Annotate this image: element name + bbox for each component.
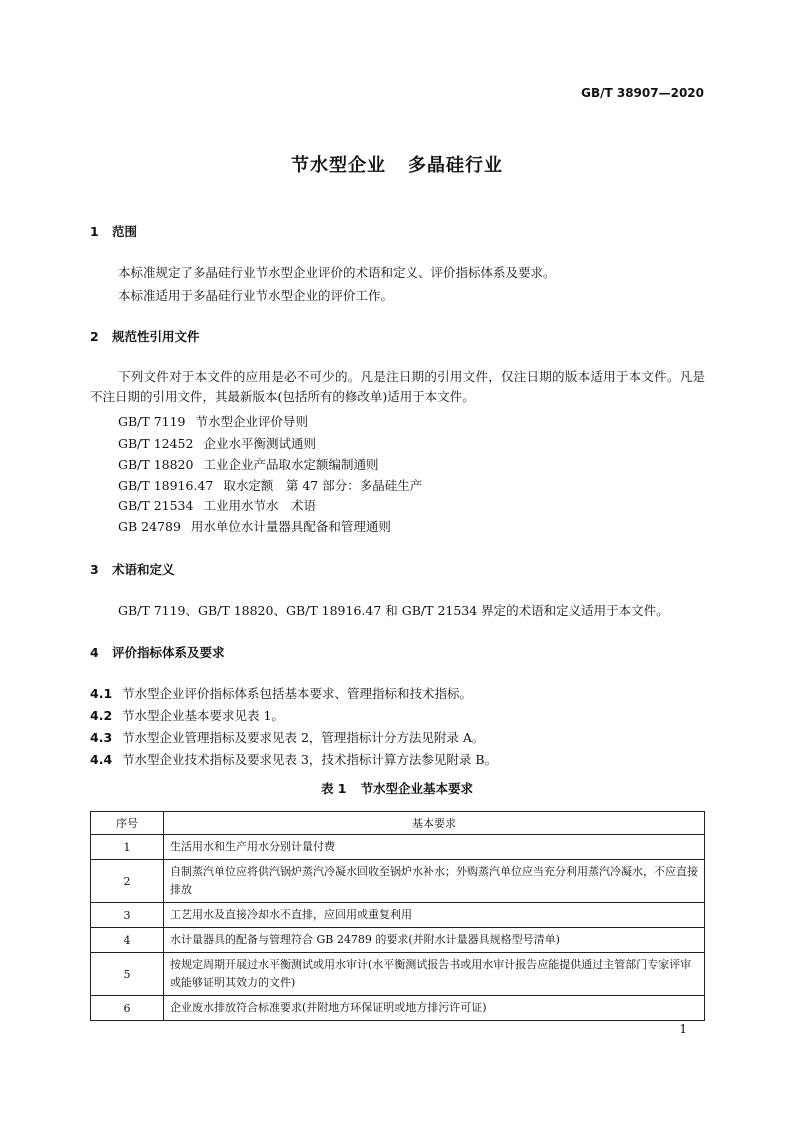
row-requirement: 按规定周期开展过水平衡测试或用水审计(水平衡测试报告书或用水审计报告应能提供通过主管部门专家评审或能够证明其效力的文件) bbox=[164, 953, 705, 996]
row-number: 3 bbox=[91, 903, 164, 928]
section-number: 3 bbox=[90, 562, 99, 577]
reference-code: GB/T 12452 bbox=[118, 436, 194, 451]
clause-number: 4.3 bbox=[90, 730, 113, 745]
section-4-heading bbox=[90, 643, 225, 661]
section-number: 4 bbox=[90, 645, 99, 660]
basic-requirements-table bbox=[90, 811, 705, 1021]
reference-title: 节水型企业评价导则 bbox=[195, 414, 309, 429]
reference-item bbox=[118, 517, 391, 535]
table-row bbox=[91, 835, 705, 860]
clause-4-2 bbox=[90, 706, 284, 724]
section-3-heading bbox=[90, 560, 175, 578]
row-requirement: 自制蒸汽单位应将供汽锅炉蒸汽冷凝水回收至锅炉水补水；外购蒸汽单位应当充分利用蒸汽冷凝水，不应直接排放 bbox=[164, 860, 705, 903]
reference-code: GB/T 18820 bbox=[118, 457, 194, 472]
header-serial: 序号 bbox=[91, 812, 164, 835]
row-requirement: 企业废水排放符合标准要求(并附地方环保证明或地方排污许可证) bbox=[164, 996, 705, 1021]
table-row bbox=[91, 953, 705, 996]
table-header-row bbox=[91, 812, 705, 835]
row-requirement: 水计量器具的配备与管理符合 GB 24789 的要求(并附水计量器具规格型号清单) bbox=[164, 928, 705, 953]
reference-title: 用水单位水计量器具配备和管理通则 bbox=[190, 519, 391, 534]
title-part-1: 节水型企业 bbox=[291, 155, 386, 176]
reference-code: GB/T 18916.47 bbox=[118, 478, 214, 493]
standard-number: GB/T 38907—2020 bbox=[581, 86, 704, 100]
clause-4-4 bbox=[90, 750, 497, 768]
section-1-heading bbox=[90, 222, 137, 240]
table-row bbox=[91, 903, 705, 928]
reference-item bbox=[118, 434, 316, 452]
reference-title: 工业企业产品取水定额编制通则 bbox=[203, 457, 379, 472]
row-number: 1 bbox=[91, 835, 164, 860]
clause-number: 4.2 bbox=[90, 708, 113, 723]
table-row bbox=[91, 860, 705, 903]
table-caption-number: 表 1 bbox=[320, 781, 347, 796]
section-number: 1 bbox=[90, 224, 99, 239]
section-title: 术语和定义 bbox=[112, 562, 175, 577]
reference-code: GB/T 21534 bbox=[118, 498, 194, 513]
page-number: 1 bbox=[679, 1022, 687, 1036]
section-number: 2 bbox=[90, 329, 99, 344]
reference-item bbox=[118, 455, 378, 473]
row-number: 6 bbox=[91, 996, 164, 1021]
clause-text: 节水型企业技术指标及要求见表 3，技术指标计算方法参见附录 B。 bbox=[122, 752, 498, 767]
table-row bbox=[91, 928, 705, 953]
clause-4-1 bbox=[90, 684, 472, 702]
clause-text: 节水型企业管理指标及要求见表 2，管理指标计分方法见附录 A。 bbox=[122, 730, 485, 745]
reference-code: GB/T 7119 bbox=[118, 414, 186, 429]
clause-number: 4.4 bbox=[90, 752, 113, 767]
table-caption-title: 节水型企业基本要求 bbox=[360, 781, 474, 796]
row-number: 2 bbox=[91, 860, 164, 903]
section-title: 评价指标体系及要求 bbox=[112, 645, 225, 660]
row-requirement: 工艺用水及直接冷却水不直排，应回用或重复利用 bbox=[164, 903, 705, 928]
clause-text: 节水型企业评价指标体系包括基本要求、管理指标和技术指标。 bbox=[122, 686, 473, 701]
reference-item bbox=[118, 476, 422, 494]
section-title: 范围 bbox=[112, 224, 138, 239]
row-number: 5 bbox=[91, 953, 164, 996]
row-number: 4 bbox=[91, 928, 164, 953]
clause-4-3 bbox=[90, 728, 484, 746]
clause-text: 节水型企业基本要求见表 1。 bbox=[122, 708, 284, 723]
reference-title: 工业用水节水 术语 bbox=[203, 498, 316, 513]
scope-paragraph-2: 本标准适用于多晶硅行业节水型企业的评价工作。 bbox=[118, 288, 394, 303]
clause-number: 4.1 bbox=[90, 686, 113, 701]
header-requirement: 基本要求 bbox=[164, 812, 705, 835]
reference-title: 企业水平衡测试通则 bbox=[203, 436, 316, 451]
section-title: 规范性引用文件 bbox=[112, 329, 200, 344]
row-requirement: 生活用水和生产用水分别计量付费 bbox=[164, 835, 705, 860]
reference-code: GB 24789 bbox=[118, 519, 181, 534]
references-intro: 下列文件对于本文件的应用是必不可少的。凡是注日期的引用文件，仅注日期的版本适用于本文件。凡是不注日期的引用文件，其最新版本(包括所有的修改单)适用于本文件。 bbox=[90, 369, 705, 404]
document-title bbox=[0, 151, 794, 177]
table-caption bbox=[0, 779, 794, 797]
table-row bbox=[91, 996, 705, 1021]
terms-paragraph: GB/T 7119、GB/T 18820、GB/T 18916.47 和 GB/T 21534 界定的术语和定义适用于本文件。 bbox=[118, 603, 669, 618]
reference-item bbox=[118, 496, 316, 514]
scope-paragraph-1: 本标准规定了多晶硅行业节水型企业评价的术语和定义、评价指标体系及要求。 bbox=[118, 265, 556, 280]
section-2-heading bbox=[90, 327, 200, 345]
title-part-2: 多晶硅行业 bbox=[408, 155, 503, 176]
reference-title: 取水定额 第 47 部分：多晶硅生产 bbox=[223, 478, 423, 493]
reference-item bbox=[118, 412, 308, 430]
